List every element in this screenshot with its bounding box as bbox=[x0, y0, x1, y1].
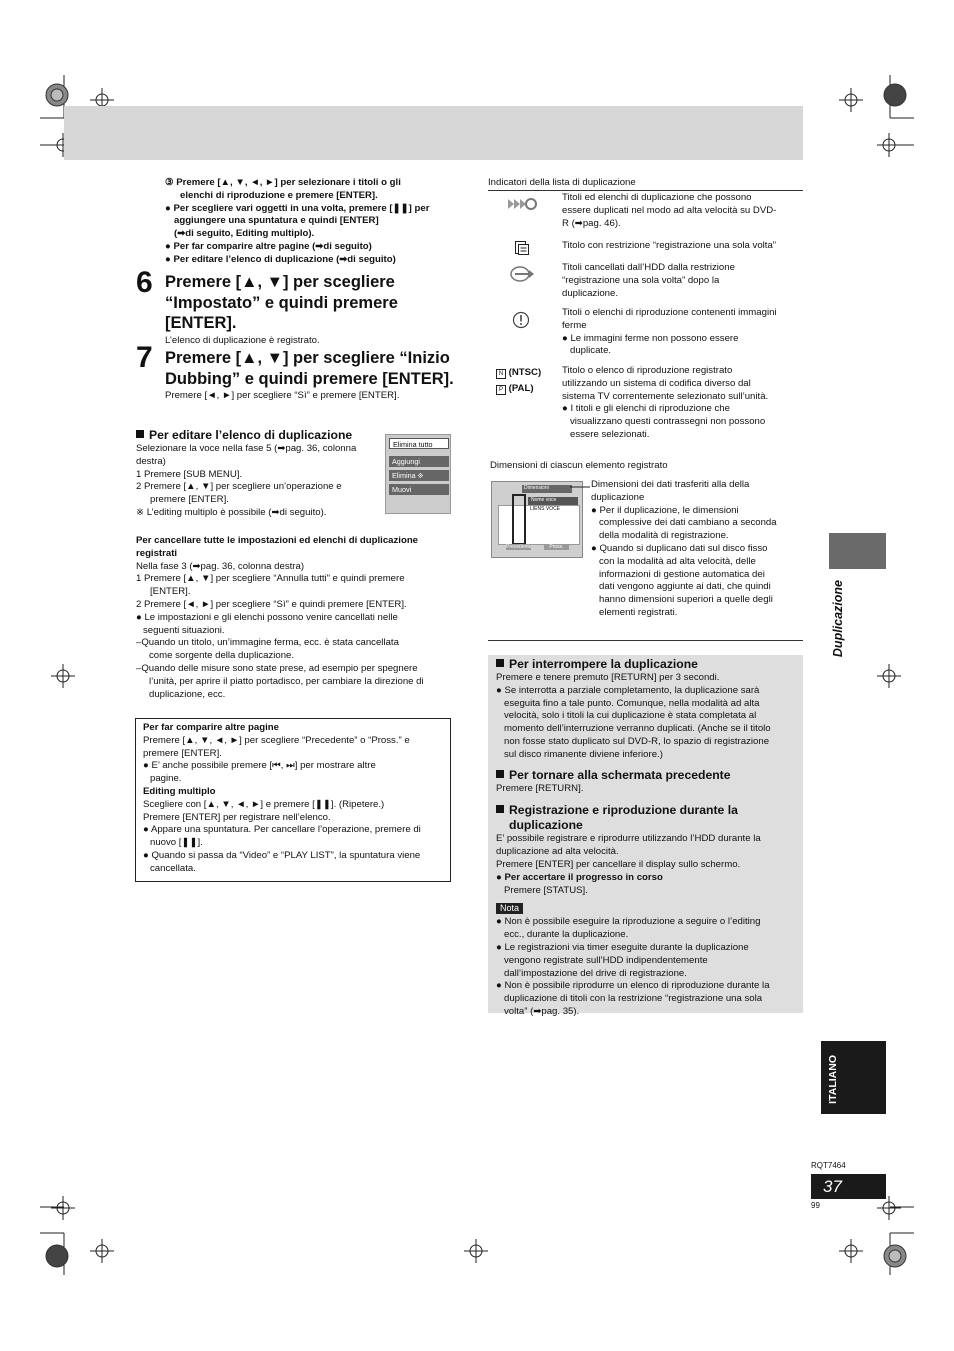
pal-label: P (PAL) bbox=[496, 383, 534, 396]
dims-pointer-line bbox=[570, 483, 592, 491]
edit-section: Per editare l’elenco di duplicazione Selezionare la voce nella fase 5 (➡pag. 36, colonna destra) 1 Premere [SUB MENU]. 2 Premere [▲, ▼] per scegliere un’operazione e premere [ENTER]. ※ L’editing multiplo è possibile (➡di seguito). bbox=[136, 428, 386, 520]
sidebar-section-label: Duplicazione bbox=[831, 580, 845, 658]
step-6-title-1: Premere [▲, ▼] per scegliere bbox=[165, 273, 395, 291]
indicator-r1: Titoli ed elenchi di duplicazione che possono essere duplicati nel modo ad alta velocità su DVD- R (➡pag. 46). bbox=[562, 192, 777, 229]
menu-add: Aggiungi bbox=[389, 456, 449, 467]
ntsc-label: N (NTSC) bbox=[496, 367, 541, 380]
dims-header-bar: Dimensioni bbox=[522, 485, 572, 493]
indicators-rule bbox=[488, 190, 803, 191]
doc-code: RQT7464 bbox=[811, 1161, 846, 1170]
circle-3-icon: ③ bbox=[165, 177, 174, 188]
step-7-sub: Premere [◄, ►] per scegliere “Sì” e premere [ENTER]. bbox=[165, 390, 400, 401]
menu-delete-all: Elimina tutto bbox=[389, 438, 449, 449]
indicator-r5: Titolo o elenco di riproduzione registrato utilizzando un sistema di codifica diverso dal sistema TV correntemente selezionato sull’unità. ● I titoli e gli elenchi di riproduzione che visualizzano questi contrassegni non possono essere selezionati. bbox=[562, 365, 769, 440]
sidebar-section-tab bbox=[829, 533, 886, 569]
square-bullet-icon bbox=[496, 805, 504, 813]
step-7-title-2: Dubbing” e quindi premere [ENTER]. bbox=[165, 369, 454, 388]
copy-once-icon bbox=[514, 240, 530, 256]
indicators-title: Indicatori della lista di duplicazione bbox=[488, 177, 636, 188]
info-box: Per far comparire altre pagine Premere [▲, ▼, ◄, ►] per scegliere “Precedente” o “Pross.” e premere [ENTER]. ● E’ anche possibile premere [⏮, ⏭] per mostrare altre pagine. Editing multiplo Scegliere con [▲, ▼, ◄, ►] e premere [❚❚]. (Ripetere.) Premere [ENTER] per registrare nell’elenco. ● Appare una spuntatura. Per cancellare l’operazione, premere di nuovo [❚❚]. ● Quando si passa da “Video” e “PLAY LIST”, la spuntatura viene cancellata. bbox=[135, 718, 451, 882]
step-7-number: 7 bbox=[136, 341, 153, 374]
step-6-sub: L’elenco di duplicazione è registrato. bbox=[165, 334, 320, 346]
dims-highlight bbox=[512, 494, 526, 545]
deleted-icon bbox=[509, 265, 535, 283]
indicator-r4: Titoli o elenchi di riproduzione contenenti immagini ferme ● Le immagini ferme non possono essere duplicate. bbox=[562, 307, 777, 357]
square-bullet-icon bbox=[136, 430, 144, 438]
gray-panel: Per interrompere la duplicazione Premere e tenere premuto [RETURN] per 3 secondi. ● Se interrotta a parziale completamento, la duplicazione sarà eseguita fino a tale punto. Comunque, nella modalità ad alta velocità, solo i titoli la cui duplicazione è stata completata al momento dell’interruzione verranno duplicati. (Anche se il titolo non fosse stato duplicato sul DVD-R, lo spazio di registrazione sul disco rimanente diviene inferiore.) Per tornare alla schermata precedente Premere [RETURN]. Registrazione e riproduzione durante la duplicazione E’ possibile registrare e riprodurre utilizzando l’HDD durante la duplicazione ad alta velocità. Premere [ENTER] per cancellare il display sullo schermo. ● Per accertare il progresso in corso Premere [STATUS]. Nota ● Non è possibile eseguire la riproduzione a seguire o l’editing ecc., durante la duplicazione. ● Le registrazioni via timer eseguite durante la duplicazione vengono registrate sull’HDD indipendentemente dall’impostazione del drive di registrazione. ● Non è possibile riprodurre un elenco di riproduzione durante la duplicazione di titoli con la restrizione “registrazione una sola volta” (➡pag. 35). bbox=[488, 655, 803, 1013]
submenu-screenshot bbox=[385, 434, 451, 514]
back-title: Per tornare alla schermata precedente bbox=[496, 768, 795, 783]
dims-next: Pross. bbox=[544, 544, 569, 550]
cancel-section: Per cancellare tutte le impostazioni ed elenchi di duplicazione registrati Nella fase 3 (➡pag. 36, colonna destra) 1 Premere [▲, ▼] per scegliere “Annulla tutti” e quindi premere [ENTER]. 2 Premere [◄, ►] per scegliere “Sì” e quindi premere [ENTER]. ● Le impostazioni e gli elenchi possono venire cancellati nelle seguenti situazioni. –Quando un titolo, un’immagine ferma, ecc. è stata cancellata come sorgente della duplicazione. –Quando delle misure sono state prese, ad esempio per spegnere l’unità, per aprire il piatto portadisco, per cambiare la direzione di duplicazione, ecc. bbox=[136, 535, 424, 700]
square-bullet-icon bbox=[496, 770, 504, 778]
edit-title: Per editare l’elenco di duplicazione bbox=[136, 428, 386, 443]
dims-col-head: Nome voce bbox=[528, 497, 578, 505]
stop-title: Per interrompere la duplicazione bbox=[496, 657, 795, 672]
indicator-r2: Titolo con restrizione “registrazione una sola volta” bbox=[562, 240, 777, 251]
dims-table: LIENS VOCE bbox=[498, 505, 580, 545]
header-band bbox=[64, 106, 803, 160]
language-tab: ITALIANO bbox=[821, 1041, 886, 1114]
rec-play-title: Registrazione e riproduzione durante la bbox=[496, 803, 795, 818]
dims-title: Dimensioni di ciascun elemento registrato bbox=[490, 460, 668, 471]
step-6 bbox=[165, 272, 465, 347]
step-6-title-3: [ENTER]. bbox=[165, 314, 237, 332]
step-6-number: 6 bbox=[136, 266, 153, 299]
step-6-title-2: “Impostato” e quindi premere bbox=[165, 293, 398, 312]
nota-badge: Nota bbox=[496, 903, 523, 914]
dims-text: Dimensioni dei dati trasferiti alla della duplicazione ● Per il duplicazione, le dimensioni complessive dei dati cambiano a seconda della modalità di registrazione. ● Quando si duplicano dati sul disco fisso con la modalità ad alta velocità, delle informazioni di gestione automatica dei dati vengono aggiunte ai dati, che quindi hanno dimensioni superiori a quelle degli elementi registrati. bbox=[591, 479, 777, 618]
menu-move: Muovi bbox=[389, 484, 449, 495]
step-7-title-1: Premere [▲, ▼] per scegliere “Inizio bbox=[165, 349, 450, 367]
indicator-r3: Titoli cancellati dall’HDD dalla restrizione “registrazione una sola volta” dopo la duplicazione. bbox=[562, 262, 735, 299]
dims-screenshot bbox=[491, 481, 583, 558]
page-number: 37 bbox=[811, 1174, 886, 1199]
sheet-number: 99 bbox=[811, 1201, 820, 1210]
dims-prev: Precedente bbox=[506, 544, 532, 550]
menu-delete: Elimina ※ bbox=[389, 470, 449, 481]
square-bullet-icon bbox=[496, 659, 504, 667]
section-rule bbox=[488, 640, 803, 641]
ntsc-icon: N bbox=[496, 369, 506, 379]
pal-icon: P bbox=[496, 385, 506, 395]
high-speed-icon bbox=[507, 196, 537, 212]
step-7 bbox=[165, 348, 465, 403]
still-image-icon bbox=[512, 311, 530, 329]
substep-3: ③ Premere [▲, ▼, ◄, ►] per selezionare i titoli o gli elenchi di riproduzione e premere [ENTER]. ● Per scegliere vari oggetti in una volta, premere [❚❚] per aggiungere una spuntatura e quindi [ENTER] (➡di seguito, Editing multiplo). ● Per far comparire altre pagine (➡di seguito) ● Per editare l’elenco di duplicazione (➡di seguito) bbox=[165, 177, 430, 265]
